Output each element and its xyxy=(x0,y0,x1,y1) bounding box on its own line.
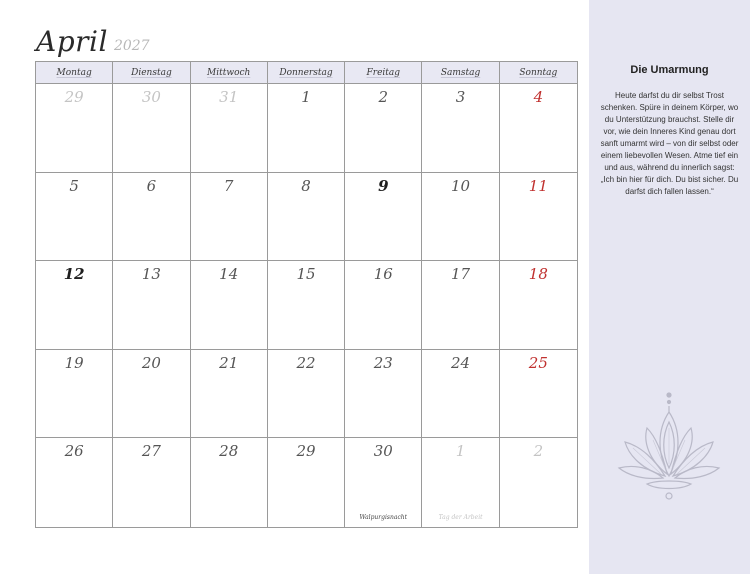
weekday-header-montag: Montag xyxy=(36,62,113,84)
day-cell[interactable] xyxy=(191,173,268,262)
day-cell[interactable] xyxy=(113,350,190,439)
day-number: 18 xyxy=(528,265,548,284)
weekday-header-sonntag: Sonntag xyxy=(519,68,558,78)
calendar-grid xyxy=(36,84,577,527)
day-cell[interactable] xyxy=(345,438,422,527)
exercise-text: Heute darfst du dir selbst Trost schenken. Spüre in deinem Körper, wo du Unterstützung brauchst. Stelle dir vor, wie dein Inneres Kind genau dort sanft umarmt wird – von dir selbst oder einem liebevollen Wesen. Atme tief ein und aus, während du innerlich sagst: „Ich bin hier für dich. Du bist sicher. Du darfst dich fallen lassen.“ xyxy=(600,91,739,196)
day-cell[interactable] xyxy=(345,173,422,262)
day-number: 14 xyxy=(219,265,239,284)
day-number: 27 xyxy=(141,442,161,461)
sidebar-panel xyxy=(589,0,750,574)
day-cell[interactable] xyxy=(36,173,113,262)
day-number: 1 xyxy=(301,88,311,106)
day-number: 2 xyxy=(378,88,389,106)
day-cell[interactable] xyxy=(500,438,577,527)
day-number: 8 xyxy=(301,176,311,195)
day-number: 7 xyxy=(223,176,234,195)
month-title: April xyxy=(36,25,108,58)
day-number: 4 xyxy=(533,88,544,106)
day-cell[interactable] xyxy=(191,350,268,439)
day-cell[interactable] xyxy=(345,261,422,350)
day-cell[interactable] xyxy=(191,438,268,527)
day-cell[interactable] xyxy=(422,261,499,350)
day-cell[interactable] xyxy=(268,173,345,262)
day-number: 30 xyxy=(141,88,161,106)
day-cell[interactable] xyxy=(113,261,190,350)
day-number: 24 xyxy=(451,353,471,372)
day-cell[interactable] xyxy=(113,84,190,173)
day-cell[interactable] xyxy=(268,84,345,173)
day-number: 15 xyxy=(296,265,316,284)
day-number: 31 xyxy=(219,88,239,106)
weekday-header-row xyxy=(36,62,577,84)
day-number: 28 xyxy=(219,442,239,461)
day-number: 9 xyxy=(378,176,389,195)
day-cell[interactable] xyxy=(422,350,499,439)
day-cell[interactable] xyxy=(36,350,113,439)
day-cell[interactable] xyxy=(500,261,577,350)
day-cell[interactable] xyxy=(268,261,345,350)
day-cell[interactable] xyxy=(500,173,577,262)
month-calendar xyxy=(35,61,578,528)
day-cell[interactable] xyxy=(268,438,345,527)
day-cell[interactable] xyxy=(268,350,345,439)
day-number: 3 xyxy=(455,88,466,106)
day-cell[interactable] xyxy=(191,84,268,173)
day-number: 10 xyxy=(451,176,471,195)
day-number: 29 xyxy=(64,88,84,106)
day-number: 2 xyxy=(533,442,544,461)
day-cell[interactable] xyxy=(500,84,577,173)
day-number: 20 xyxy=(141,353,161,372)
day-number: 25 xyxy=(528,353,548,372)
calendar-title xyxy=(36,18,150,58)
day-number: 12 xyxy=(63,265,85,284)
day-cell[interactable] xyxy=(422,84,499,173)
weekday-header-donnerstag: Donnerstag xyxy=(268,62,345,84)
day-cell[interactable] xyxy=(113,173,190,262)
day-number: 1 xyxy=(455,442,466,461)
day-number: 13 xyxy=(141,265,161,284)
weekday-header-freitag: Freitag xyxy=(345,62,422,84)
exercise-title: Die Umarmung xyxy=(630,64,709,76)
holiday-note: Tag der Arbeit xyxy=(438,513,483,521)
day-number: 16 xyxy=(373,265,393,284)
day-number: 30 xyxy=(373,442,393,461)
day-cell[interactable] xyxy=(113,438,190,527)
weekday-header-samstag: Samstag xyxy=(422,62,499,84)
day-cell[interactable] xyxy=(422,173,499,262)
day-cell[interactable] xyxy=(191,261,268,350)
holiday-note: Walpurgisnacht xyxy=(359,513,408,521)
day-number: 21 xyxy=(219,353,239,372)
year-label: 2027 xyxy=(113,38,150,54)
day-cell[interactable] xyxy=(500,350,577,439)
day-number: 5 xyxy=(69,176,79,195)
day-cell[interactable] xyxy=(36,84,113,173)
day-number: 6 xyxy=(146,176,157,195)
day-number: 17 xyxy=(451,265,471,284)
day-cell[interactable] xyxy=(345,350,422,439)
day-number: 22 xyxy=(296,353,316,372)
day-cell[interactable] xyxy=(36,438,113,527)
day-cell[interactable] xyxy=(345,84,422,173)
day-number: 11 xyxy=(528,176,548,195)
lotus-icon xyxy=(617,392,721,504)
day-cell[interactable] xyxy=(422,438,499,527)
day-number: 19 xyxy=(64,353,84,372)
weekday-header-dienstag: Dienstag xyxy=(113,62,190,84)
weekday-header-mittwoch: Mittwoch xyxy=(191,62,268,84)
day-cell[interactable] xyxy=(36,261,113,350)
day-number: 23 xyxy=(373,353,393,372)
day-number: 29 xyxy=(296,442,316,461)
day-number: 26 xyxy=(64,442,84,461)
